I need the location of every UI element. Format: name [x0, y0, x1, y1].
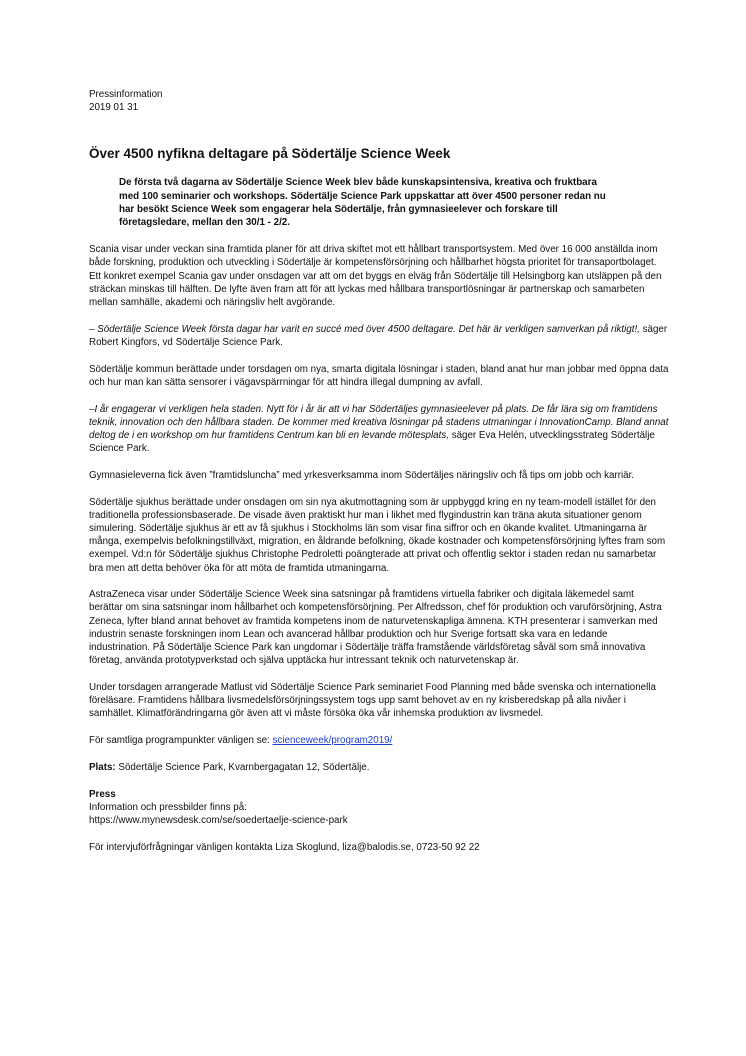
location-value: Södertälje Science Park, Kvarnbergagatan 12, Södertälje.	[115, 761, 370, 773]
press-release-page	[89, 88, 669, 867]
paragraph-sjukhus: Södertälje sjukhus berättade under onsdagen om sin nya akutmottagning som är uppbyggd kring en ny team-modell istället för den traditionella professionsbaserade. De visade även praktiskt hur man i likhet med flygindustrin kan träna akuta situationer genom simulering. Södertälje sjukhus är ett av få sjukhus i Stockholms län som visar fina siffror och en ökande kvalitet. Utmaningarna är många, exempelvis befolkningstillväxt, migration, en åldrande befolkning, ökade kostnader och kompetensförsörjning lyftes fram som exempel. Vd:n för Södertälje sjukhus Christophe Pedroletti poängterade att privat och offentlig sektor i staden redan nu samarbetar bra men att detta behöver öka för att möta de framtida utmaningarna.	[89, 496, 666, 574]
press-url: https://www.mynewsdesk.com/se/soedertaelje-science-park	[89, 814, 348, 826]
quote-kingfors	[89, 323, 669, 349]
program-link[interactable]: scienceweek/program2019/	[272, 735, 393, 747]
program-line	[89, 734, 669, 747]
press-info: Information och pressbilder finns på:	[89, 801, 247, 813]
quote-kingfors-italic: – Södertälje Science Week första dagar har varit en succé med över 4500 deltagare. Det här är verkligen samverkan på riktigt!,	[89, 323, 640, 335]
page-title: Över 4500 nyfikna deltagare på Södertälje Science Week	[89, 146, 451, 162]
header-label: Pressinformation	[89, 89, 163, 100]
header-date: 2019 01 31	[89, 102, 139, 114]
quote-helen	[89, 403, 669, 456]
location-line	[89, 761, 669, 774]
quote-helen-italic: –I år engagerar vi verkligen hela staden. Nytt för i år är att vi har Södertäljes gymnasieelever på plats. De får lära sig om framtidens teknik, innovation och den hållbara staden. De kommer med kreativa lösningar på stadens utmaningar i InnovationCamp. Bland annat deltog de i en workshop om hur framtidens Centrum kan bli en levande mötesplats,	[89, 403, 669, 441]
paragraph-matlust: Under torsdagen arrangerade Matlust vid Södertälje Science Park seminariet Food Planning med både svenska och internationella föreläsare. Framtidens hållbara livsmedelsförsörjningssystem togs upp samt behovet av en ny krisberedskap på alla nivåer i samhället. Klimatförändringarna gör även att vi måste försöka öka vår inhemska produktion av livsmedel.	[89, 682, 656, 720]
quote-kingfors-attribution: säger Robert Kingfors, vd Södertälje Science Park.	[89, 323, 668, 348]
program-text: För samtliga programpunkter vänligen se:	[89, 735, 273, 747]
paragraph-gymnasie: Gymnasieleverna fick även ”framtidsluncha” med yrkesverksamma inom Södertäljes näringsliv och få tips om jobb och karriär.	[89, 469, 635, 481]
paragraph-astrazeneca: AstraZeneca visar under Södertälje Science Week sina satsningar på framtidens virtuella fabriker och digitala läkemedel samt berättar om sina satsningar inom hållbarhet och kompetensförsörjning. Per Alfredsson, chef för produktion och varuförsörjning, Astra Zeneca, lyfter bland annat behovet av framtida kompetens inom de naturvetenskapliga ämnena. KTH presenterar i samverkan med industrin senaste forskningen inom Lean och avancerad hållbar produktion och hur Sverige fortsatt ska vara en ledande industrination. På Södertälje Science Park kan ungdomar i Södertälje träffa framstående världsföretag såväl som små innovativa företag, använda prototypverkstad och själva upptäcka hur intressant teknik och naturvetenskap är.	[89, 589, 662, 667]
lead-paragraph: De första två dagarna av Södertälje Science Week blev både kunskapsintensiva, kreativa och fruktbara med 100 seminarier och workshops. Södertälje Science Park uppskattar att över 4500 personer redan nu har besökt Science Week som engagerar hela Södertälje, från gymnasieelever och forskare till företagsledare, mellan den 30/1 - 2/2.	[119, 177, 606, 229]
paragraph-kommun: Södertälje kommun berättade under torsdagen om nya, smarta digitala lösningar i staden, bland anat hur man jobbar med öppna data och hur man kan sätta sensorer i vägavspärrningar för att hindra illegal dumpning av avfall.	[89, 363, 669, 388]
contact-line: För intervjuförfrågningar vänligen kontakta Liza Skoglund, liza@balodis.se, 0723-50 92 22	[89, 841, 480, 853]
paragraph-scania: Scania visar under veckan sina framtida planer för att driva skiftet mot ett hållbart transportsystem. Med över 16 000 anställda inom både forskning, produktion och utveckling i Södertälje är kompetensförsörjning och hållbarhet högsta prioritet för transaportbolaget. Ett konkret exempel Scania gav under onsdagen var att om det byggs en elväg från Södertälje till Helsingborg kan utsläppen på den sträckan minskas till hälften. De lyfte även fram att för att lyckas med hållbara transportlösningar är partnerskap och samarbeten mellan samhälle, akademi och näringsliv helt avgörande.	[89, 244, 662, 309]
quote-helen-attribution: säger Eva Helén, utvecklingsstrateg Södertälje Science Park.	[89, 429, 655, 455]
location-label: Plats:	[89, 761, 116, 773]
press-title: Press	[89, 788, 116, 800]
press-section	[89, 788, 669, 828]
